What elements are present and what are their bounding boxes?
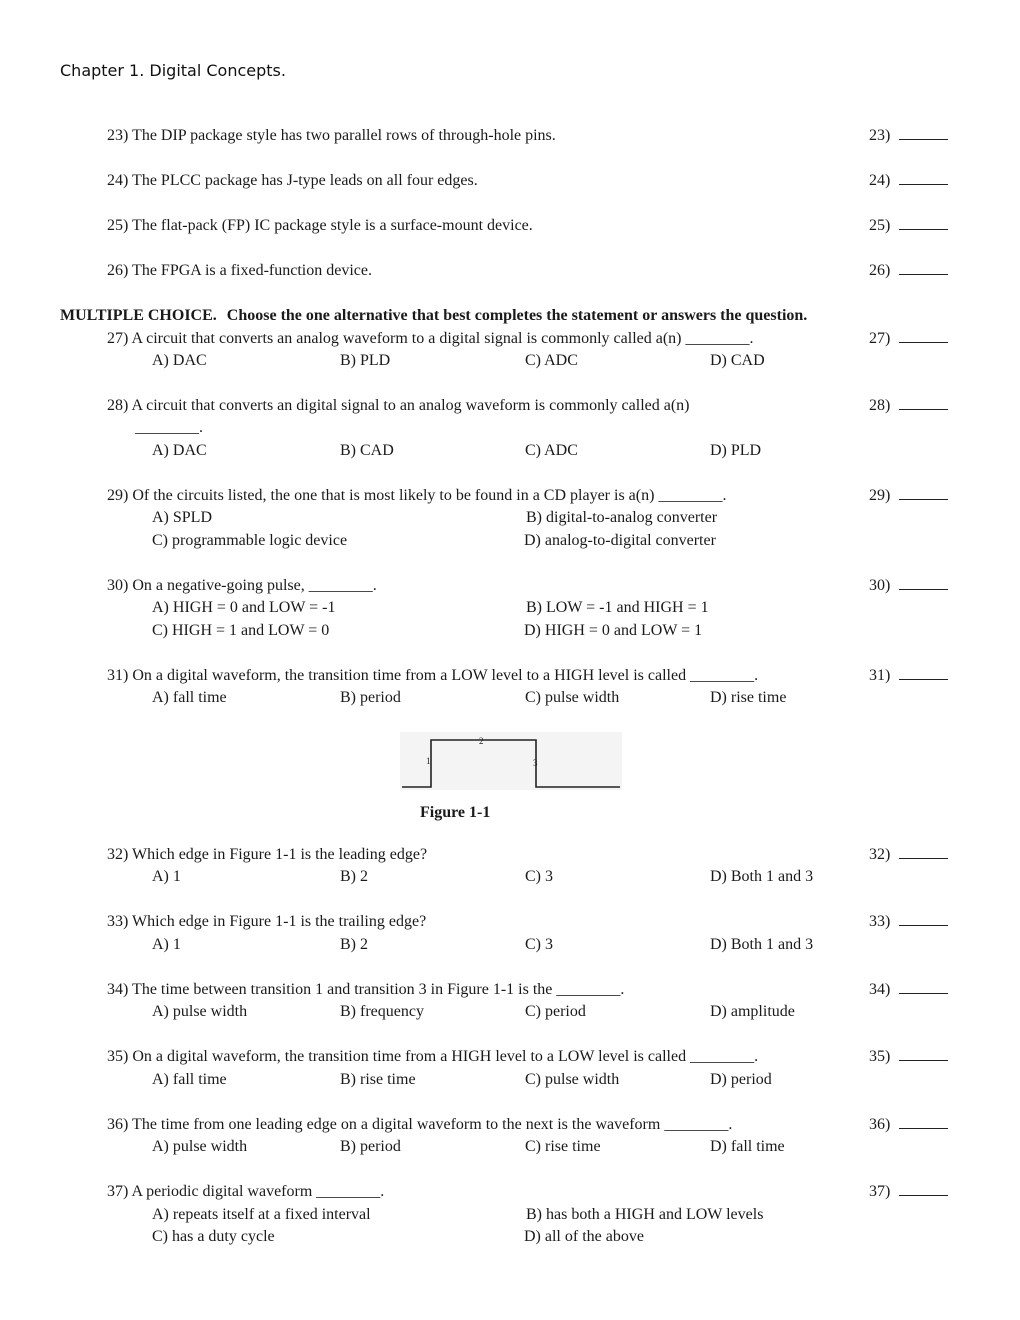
option-b[interactable]: B) 2 [340, 936, 368, 953]
option-a[interactable]: A) 1 [152, 936, 181, 953]
option-d[interactable]: D) amplitude [710, 1003, 795, 1020]
option-c[interactable]: C) period [525, 1003, 586, 1020]
question-35: 35) On a digital waveform, the transition time from a HIGH level to a LOW level is called ________. [107, 1048, 759, 1065]
answer-blank[interactable] [899, 397, 948, 410]
answer-slot-34[interactable] [869, 980, 948, 1000]
answer-number: 33) [869, 913, 891, 930]
pulse-waveform-figure [400, 732, 622, 790]
answer-blank[interactable] [899, 330, 948, 343]
question-24: 24) The PLCC package has J-type leads on all four edges. [107, 172, 478, 189]
option-d[interactable]: D) Both 1 and 3 [710, 936, 814, 953]
option-a[interactable]: A) pulse width [152, 1138, 248, 1155]
answer-slot-33[interactable] [869, 912, 948, 932]
answer-slot-27[interactable] [869, 329, 948, 349]
answer-slot-35[interactable] [869, 1047, 948, 1067]
question-32: 32) Which edge in Figure 1-1 is the leading edge? [107, 846, 428, 863]
question-31: 31) On a digital waveform, the transition time from a LOW level to a HIGH level is called ________. [107, 667, 759, 684]
answer-slot-37[interactable] [869, 1182, 948, 1202]
question-27: 27) A circuit that converts an analog waveform to a digital signal is commonly called a(n) ________. [107, 330, 754, 347]
question-34: 34) The time between transition 1 and transition 3 in Figure 1-1 is the ________. [107, 981, 625, 998]
option-a[interactable]: A) repeats itself at a fixed interval [152, 1206, 371, 1223]
option-a[interactable]: A) HIGH = 0 and LOW = -1 [152, 599, 336, 616]
question-29: 29) Of the circuits listed, the one that is most likely to be found in a CD player is a(n) ________. [107, 487, 727, 504]
option-c[interactable]: C) pulse width [525, 1071, 620, 1088]
answer-number: 23) [869, 127, 891, 144]
option-c[interactable]: C) pulse width [525, 689, 620, 706]
question-33: 33) Which edge in Figure 1-1 is the trailing edge? [107, 913, 427, 930]
option-c[interactable]: C) has a duty cycle [152, 1228, 275, 1245]
answer-slot-36[interactable] [869, 1115, 948, 1135]
question-28-continuation: ________. [135, 419, 203, 436]
option-c[interactable]: C) ADC [525, 442, 578, 459]
option-c[interactable]: C) HIGH = 1 and LOW = 0 [152, 622, 330, 639]
answer-number: 24) [869, 172, 891, 189]
question-36: 36) The time from one leading edge on a digital waveform to the next is the waveform ________. [107, 1116, 733, 1133]
answer-blank[interactable] [899, 1116, 948, 1129]
option-d[interactable]: D) CAD [710, 352, 765, 369]
option-a[interactable]: A) SPLD [152, 509, 213, 526]
answer-number: 30) [869, 577, 891, 594]
option-a[interactable]: A) DAC [152, 442, 207, 459]
figure-caption: Figure 1-1 [420, 804, 491, 821]
option-c[interactable]: C) rise time [525, 1138, 601, 1155]
option-b[interactable]: B) rise time [340, 1071, 416, 1088]
answer-blank[interactable] [899, 127, 948, 140]
option-b[interactable]: B) CAD [340, 442, 394, 459]
chapter-title: Chapter 1. Digital Concepts. [60, 61, 286, 80]
answer-number: 26) [869, 262, 891, 279]
option-b[interactable]: B) LOW = -1 and HIGH = 1 [526, 599, 709, 616]
answer-blank[interactable] [899, 667, 948, 680]
answer-slot-24[interactable] [869, 171, 948, 191]
answer-blank[interactable] [899, 487, 948, 500]
answer-number: 34) [869, 981, 891, 998]
answer-number: 29) [869, 487, 891, 504]
question-28: 28) A circuit that converts an digital signal to an analog waveform is commonly called a(n) [107, 397, 690, 414]
answer-blank[interactable] [899, 913, 948, 926]
answer-slot-28[interactable] [869, 396, 948, 416]
answer-blank[interactable] [899, 981, 948, 994]
answer-number: 36) [869, 1116, 891, 1133]
answer-number: 32) [869, 846, 891, 863]
option-a[interactable]: A) 1 [152, 868, 181, 885]
answer-blank[interactable] [899, 217, 948, 230]
answer-blank[interactable] [899, 577, 948, 590]
question-30: 30) On a negative-going pulse, ________. [107, 577, 377, 594]
option-b[interactable]: B) period [340, 689, 401, 706]
answer-slot-25[interactable] [869, 216, 948, 236]
option-c[interactable]: C) 3 [525, 936, 553, 953]
answer-number: 25) [869, 217, 891, 234]
answer-slot-30[interactable] [869, 576, 948, 596]
answer-number: 35) [869, 1048, 891, 1065]
answer-blank[interactable] [899, 1048, 948, 1061]
answer-slot-26[interactable] [869, 261, 948, 281]
question-23: 23) The DIP package style has two parallel rows of through-hole pins. [107, 127, 556, 144]
edge-label-3: 3 [533, 758, 538, 768]
answer-blank[interactable] [899, 1183, 948, 1196]
answer-slot-32[interactable] [869, 845, 948, 865]
option-a[interactable]: A) DAC [152, 352, 207, 369]
section-instruction: Choose the one alternative that best completes the statement or answers the question. [226, 307, 808, 324]
edge-label-1: 1 [426, 756, 431, 766]
option-d[interactable]: D) fall time [710, 1138, 785, 1155]
answer-slot-31[interactable] [869, 666, 948, 686]
answer-number: 31) [869, 667, 891, 684]
option-a[interactable]: A) fall time [152, 1071, 227, 1088]
option-d[interactable]: D) period [710, 1071, 772, 1088]
option-c[interactable]: C) ADC [525, 352, 578, 369]
answer-number: 28) [869, 397, 891, 414]
option-d[interactable]: D) all of the above [524, 1228, 644, 1245]
section-header [60, 307, 807, 325]
answer-slot-23[interactable] [869, 126, 948, 146]
option-d[interactable]: D) Both 1 and 3 [710, 868, 814, 885]
option-d[interactable]: D) rise time [710, 689, 787, 706]
option-b[interactable]: B) digital-to-analog converter [526, 509, 718, 526]
edge-label-2: 2 [479, 736, 484, 746]
question-25: 25) The flat-pack (FP) IC package style is a surface-mount device. [107, 217, 533, 234]
option-d[interactable]: D) HIGH = 0 and LOW = 1 [524, 622, 703, 639]
question-37: 37) A periodic digital waveform ________. [107, 1183, 385, 1200]
option-d[interactable]: D) PLD [710, 442, 762, 459]
section-label: MULTIPLE CHOICE. [60, 307, 217, 324]
option-c[interactable]: C) programmable logic device [152, 532, 348, 549]
option-b[interactable]: B) frequency [340, 1003, 424, 1020]
answer-blank[interactable] [899, 172, 948, 185]
answer-blank[interactable] [899, 262, 948, 275]
option-b[interactable]: B) PLD [340, 352, 391, 369]
option-b[interactable]: B) has both a HIGH and LOW levels [526, 1206, 764, 1223]
option-c[interactable]: C) 3 [525, 868, 553, 885]
question-26: 26) The FPGA is a fixed-function device. [107, 262, 372, 279]
answer-number: 37) [869, 1183, 891, 1200]
option-a[interactable]: A) fall time [152, 689, 227, 706]
answer-number: 27) [869, 330, 891, 347]
option-b[interactable]: B) period [340, 1138, 401, 1155]
option-b[interactable]: B) 2 [340, 868, 368, 885]
option-d[interactable]: D) analog-to-digital converter [524, 532, 716, 549]
answer-slot-29[interactable] [869, 486, 948, 506]
option-a[interactable]: A) pulse width [152, 1003, 248, 1020]
answer-blank[interactable] [899, 846, 948, 859]
